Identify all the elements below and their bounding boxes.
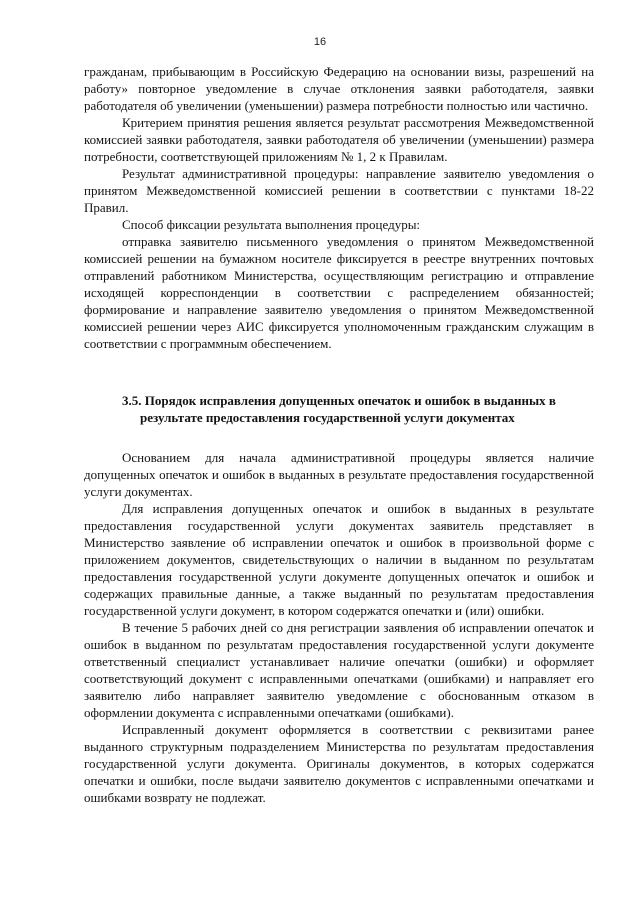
paragraph: отправка заявителю письменного уведомления о принятом Межведомственной комиссией решении на бумажном носителе фиксируется в реестре внутренних почтовых отправлений работником Министерства, осуществляющим регистрацию и отправление исходящей корреспонденции в соответствии с распределением обязанностей; формирование и направление заявителю уведомления о принятом Межведомственной комиссией решении через АИС фиксируется уполномоченным гражданским служащим в соответствии с программным обеспечением. [84,234,594,351]
section-heading-line: 3.5. Порядок исправления допущенных опечаток и ошибок в выданных в [122,393,556,408]
section-heading-line: результате предоставления государственной услуги документах [140,410,515,425]
paragraph: Критерием принятия решения является результат рассмотрения Межведомственной комиссией заявки работодателя, заявки работодателя об увеличении (уменьшении) размера потребности, соответствующей приложениям № 1, 2 к Правилам. [84,115,594,164]
paragraph: Результат административной процедуры: направление заявителю уведомления о принятом Межведомственной комиссией решении в соответствии с пунктами 18-22 Правил. [84,166,594,215]
section-heading [84,392,594,426]
paragraph: Исправленный документ оформляется в соответствии с реквизитами ранее выданного структурным подразделением Министерства по результатам предоставления государственной услуги документа. Оригиналы документов, в которых содержатся опечатки и ошибки, после выдачи заявителю документов с исправленными опечатками и ошибками возврату не подлежат. [84,722,594,805]
page-number: 16 [313,36,327,48]
paragraph: Для исправления допущенных опечаток и ошибок в выданных в результате предоставления государственной услуги документах заявитель представляет в Министерство заявление об исправлении опечаток и ошибок в произвольной форме с приложением документов, свидетельствующих о наличии в выданном по результатам предоставления государственной услуги документе допущенных опечаток и ошибок и содержащих правильные данные, а также выданный по результатам предоставления государственной услуги документ, в котором содержатся опечатки и (или) ошибки. [84,501,594,618]
paragraph: В течение 5 рабочих дней со дня регистрации заявления об исправлении опечаток и ошибок в выданном по результатам предоставления государственной услуги документе ответственный специалист устанавливает наличие опечатки (ошибки) и оформляет соответствующий документ с исправленными опечатками (ошибками) и направляет его заявителю либо направляет заявителю уведомление с обоснованным отказом в оформлении документа с исправленными опечатками (ошибками). [84,620,594,720]
paragraph: гражданам, прибывающим в Российскую Федерацию на основании визы, разрешений на работу» повторное уведомление в случае отклонения заявки работодателя, заявки работодателя об увеличении (уменьшении) размера потребности полностью или частично. [84,64,594,113]
paragraph: Основанием для начала административной процедуры является наличие допущенных опечаток и ошибок в выданных в результате предоставления государственной услуги документах. [84,450,594,499]
document-body [84,63,594,806]
paragraph: Способ фиксации результата выполнения процедуры: [122,217,421,232]
